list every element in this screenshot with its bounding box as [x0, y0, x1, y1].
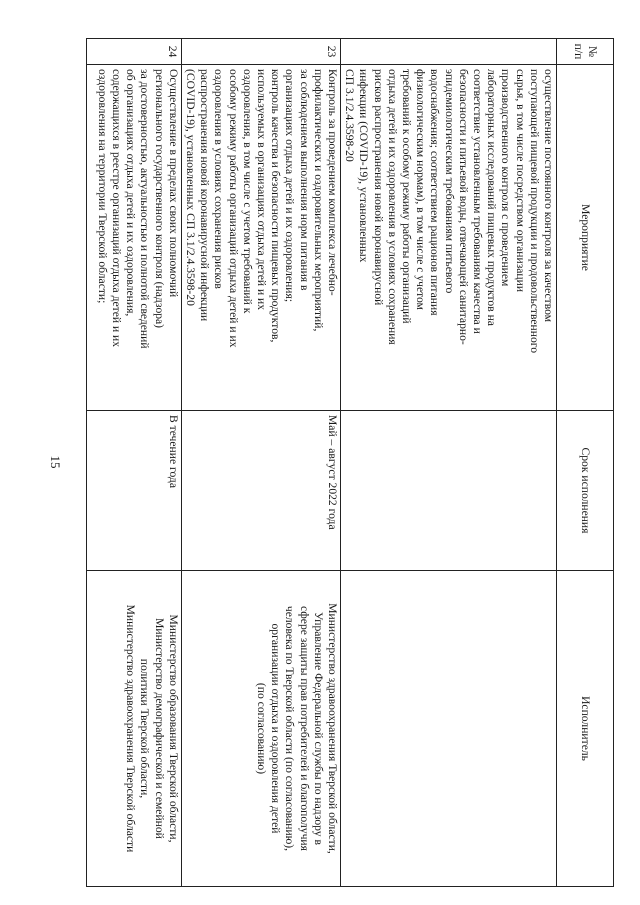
cell-line: организациях отдыха детей и их оздоровления; [283, 69, 297, 303]
cell-line: об организациях отдыха детей и их оздоровления, [124, 69, 138, 317]
cell-line: Министерство демографической и семейной [152, 618, 166, 839]
table-row [181, 39, 340, 887]
header-event: Мероприятие [557, 65, 614, 411]
cell-line: оздоровления в условиях сохранения рисков [212, 69, 226, 289]
document-sheet [95, 38, 614, 886]
cell-line: рисков распространения новой коронавирусной [371, 69, 385, 306]
event-cell [181, 65, 340, 411]
row-number: 23 [181, 39, 340, 65]
header-deadline: Срок исполнения [557, 411, 614, 571]
cell-line: Осуществление в пределах своих полномочий [166, 69, 180, 298]
cell-line: лабораторных исследований пищевых продуктов на [485, 69, 499, 326]
cell-line: оздоровления, в том числе с учетом требований к [240, 69, 254, 314]
row-number: 24 [86, 39, 181, 65]
cell-line: инфекции (COVID-19), установленных [357, 69, 371, 263]
cell-line: соответствие установленным требованиям качества и [470, 69, 484, 334]
cell-line: В течение года [166, 415, 180, 488]
page-number: 15 [48, 455, 63, 469]
cell-line: за соблюдением выполнения норм питания в [297, 69, 311, 291]
cell-line: Министерство образования Тверской области, [166, 614, 180, 843]
cell-line: сфере защиты прав потребителей и благополучия [297, 606, 311, 851]
cell-line: сырья, в том числе посредством организации [513, 69, 527, 293]
cell-line: профилактических и оздоровительных мероприятий, [311, 69, 325, 332]
cell-line: физиологическим нормам), в том числе с учетом [414, 69, 428, 310]
header-num: № п/п [557, 39, 614, 65]
row-number [340, 39, 556, 65]
cell-line: осуществление постоянного контроля за качеством [542, 69, 555, 323]
deadline-cell [340, 411, 556, 571]
cell-line: Май – август 2022 года [325, 415, 339, 530]
cell-line: Контроль за проведением комплекса лечебно- [325, 69, 339, 296]
cell-line: оздоровления на территории Тверской области; [95, 69, 109, 304]
cell-line: организации отдыха и оздоровления детей [269, 623, 283, 834]
event-cell [86, 65, 181, 411]
cell-line: требований к особому режиму работы организаций [399, 69, 413, 324]
cell-line: особому режиму работы организаций отдыха детей и их [226, 69, 240, 348]
table-header-row [557, 39, 614, 887]
cell-line: СП 3.1/2.4.3598-20 [343, 69, 357, 162]
cell-line: поступающей пищевой продукции и продовольственного [527, 69, 541, 354]
cell-line: распространения новой коронавирусной инфекции [198, 69, 212, 322]
executor-cell [86, 571, 181, 887]
cell-line: Министерство здравоохранения Тверской области, [325, 603, 339, 854]
cell-line: политики Тверской области, [138, 658, 152, 799]
events-table [86, 38, 614, 887]
cell-line: регионального государственного контроля (надзора) [152, 69, 166, 329]
cell-line: эпидемиологическим требованиям питьевого [442, 69, 456, 294]
cell-line: человека по Тверской области (по согласованию), [283, 605, 297, 852]
cell-line: содержащихся в реестре организаций отдыха детей и их [109, 69, 123, 348]
cell-line: производственного контроля с проведением [499, 69, 513, 287]
cell-line: водоснабжения; соответствием рационов питания [428, 69, 442, 316]
executor-cell [181, 571, 340, 887]
cell-line: Министерство здравоохранения Тверской области [124, 604, 138, 853]
deadline-cell [181, 411, 340, 571]
cell-line: (по согласованию) [254, 682, 268, 775]
executor-cell [340, 571, 556, 887]
cell-line: отдыха детей и их оздоровления в условиях сохранения [385, 69, 399, 345]
cell-line: безопасности и питьевой воды, отвечающей санитарно- [456, 69, 470, 345]
header-executor: Исполнитель [557, 571, 614, 887]
cell-line: Управление Федеральной службы по надзору в [311, 612, 325, 845]
table-row [340, 39, 556, 887]
cell-line: (COVID-19), установленных СП 3.1/2.4.3598-20 [183, 69, 197, 306]
table-row [86, 39, 181, 887]
cell-line: за достоверностью, актуальностью и полнотой сведений [138, 69, 152, 349]
deadline-cell [86, 411, 181, 571]
event-cell [340, 65, 556, 411]
table-body [86, 39, 556, 887]
cell-line: контроль качества и безопасности пищевых продуктов, [269, 69, 283, 343]
cell-line: используемых в организациях отдыха детей и их [254, 69, 268, 311]
